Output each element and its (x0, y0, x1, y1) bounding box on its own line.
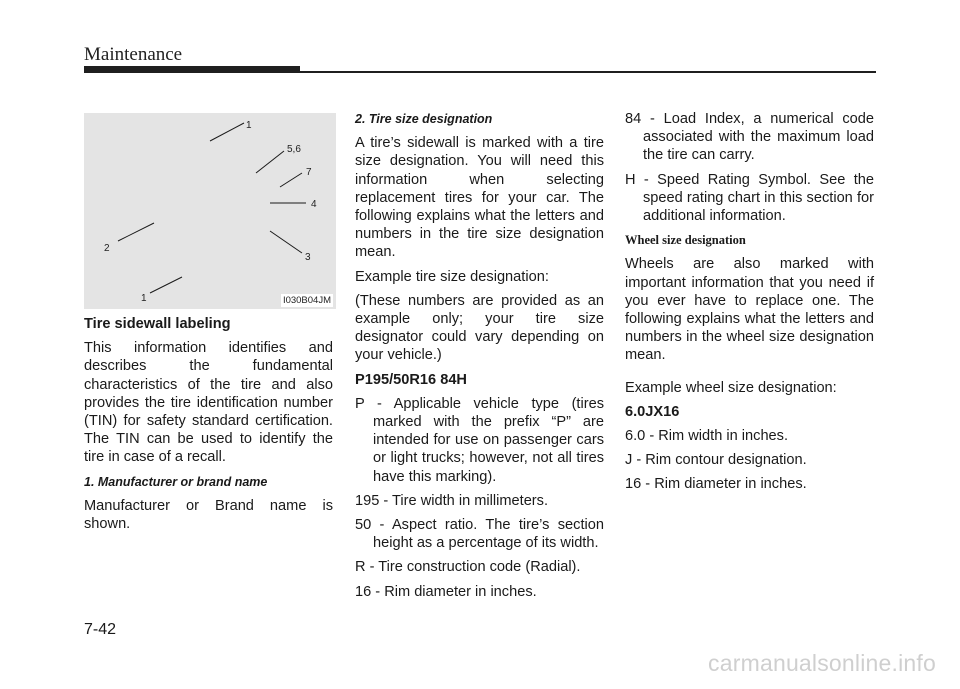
column-2 (355, 110, 604, 607)
watermark: carmanualsonline.info (708, 650, 936, 676)
callout-3: 3 (305, 252, 311, 263)
wheel-def-6-0: 6.0 - Rim width in inches. (625, 428, 789, 445)
header-bar (84, 66, 300, 73)
figure-code: I030B04JM (282, 295, 331, 306)
wheel-def-j: J - Rim contour designation. (625, 452, 807, 469)
wheel-example-label: Example wheel size designation: (625, 379, 837, 396)
tire-example-note: (These numbers are provided as an example only; your tire size designator could vary depending on your vehicle.) (355, 292, 604, 364)
tire-sidewall-heading: Tire sidewall labeling (84, 316, 231, 332)
wheel-size-body: Wheels are also marked with important information that you need if you ever have to replace one. The following explains what the letters and numbers in the wheel size designation mean. (625, 256, 874, 364)
tire-size-subheading: 2. Tire size designation (355, 112, 493, 126)
tire-callout-diagram (84, 113, 336, 309)
callout-1-top: 1 (246, 120, 252, 131)
callout-1-bottom: 1 (141, 293, 147, 304)
callout-line-7 (280, 173, 302, 187)
wheel-size-subheading: Wheel size designation (625, 233, 746, 248)
callout-line-5-6 (256, 151, 284, 173)
column-3 (625, 110, 874, 500)
tire-size-body: A tire’s sidewall is marked with a tire size designation. You will need this information when selecting replacement tires for your car. The following explains what the letters and numbers in the tire size designation mean. (355, 135, 604, 261)
manufacturer-body: Manufacturer or Brand name is shown. (84, 497, 333, 533)
tire-sidewall-figure (84, 113, 336, 309)
callout-2: 2 (104, 243, 110, 254)
header-rule (300, 71, 876, 73)
callout-line-3 (270, 231, 302, 253)
tire-def-h: H - Speed Rating Symbol. See the speed rating chart in this section for additional information. (625, 171, 874, 225)
callout-7: 7 (306, 167, 312, 178)
tire-def-50: 50 - Aspect ratio. The tire’s section height as a percentage of its width. (355, 517, 604, 552)
tire-def-84: 84 - Load Index, a numerical code associated with the maximum load the tire can carry. (625, 111, 874, 164)
tire-sidewall-intro: This information identifies and describes the fundamental characteristics of the tire and also provides the tire identification number (TIN) for safety standard certification. The TIN can be used to identify the tire in case of a recall. (84, 340, 333, 466)
tire-example-label: Example tire size designation: (355, 268, 549, 285)
tire-def-16: 16 - Rim diameter in inches. (355, 583, 537, 600)
tire-def-195: 195 - Tire width in millimeters. (355, 492, 549, 509)
manufacturer-subheading: 1. Manufacturer or brand name (84, 474, 268, 489)
wheel-def-16: 16 - Rim diameter in inches. (625, 476, 807, 493)
callout-4: 4 (311, 199, 317, 210)
callout-5-6: 5,6 (287, 144, 301, 155)
wheel-example-code: 6.0JX16 (625, 403, 680, 420)
callout-line-1-bottom (150, 277, 182, 293)
column-1 (84, 315, 333, 539)
callout-line-2 (118, 223, 154, 241)
tire-example-code: P195/50R16 84H (355, 371, 467, 388)
tire-def-p: P - Applicable vehicle type (tires marked with the prefix “P” are intended for use on passenger cars or light trucks; however, not all tires have this marking). (355, 395, 604, 485)
tire-def-r: R - Tire construction code (Radial). (355, 559, 581, 576)
page-number: 7-42 (84, 621, 117, 638)
callout-line-1-top (210, 123, 244, 141)
section-title: Maintenance (84, 44, 183, 65)
